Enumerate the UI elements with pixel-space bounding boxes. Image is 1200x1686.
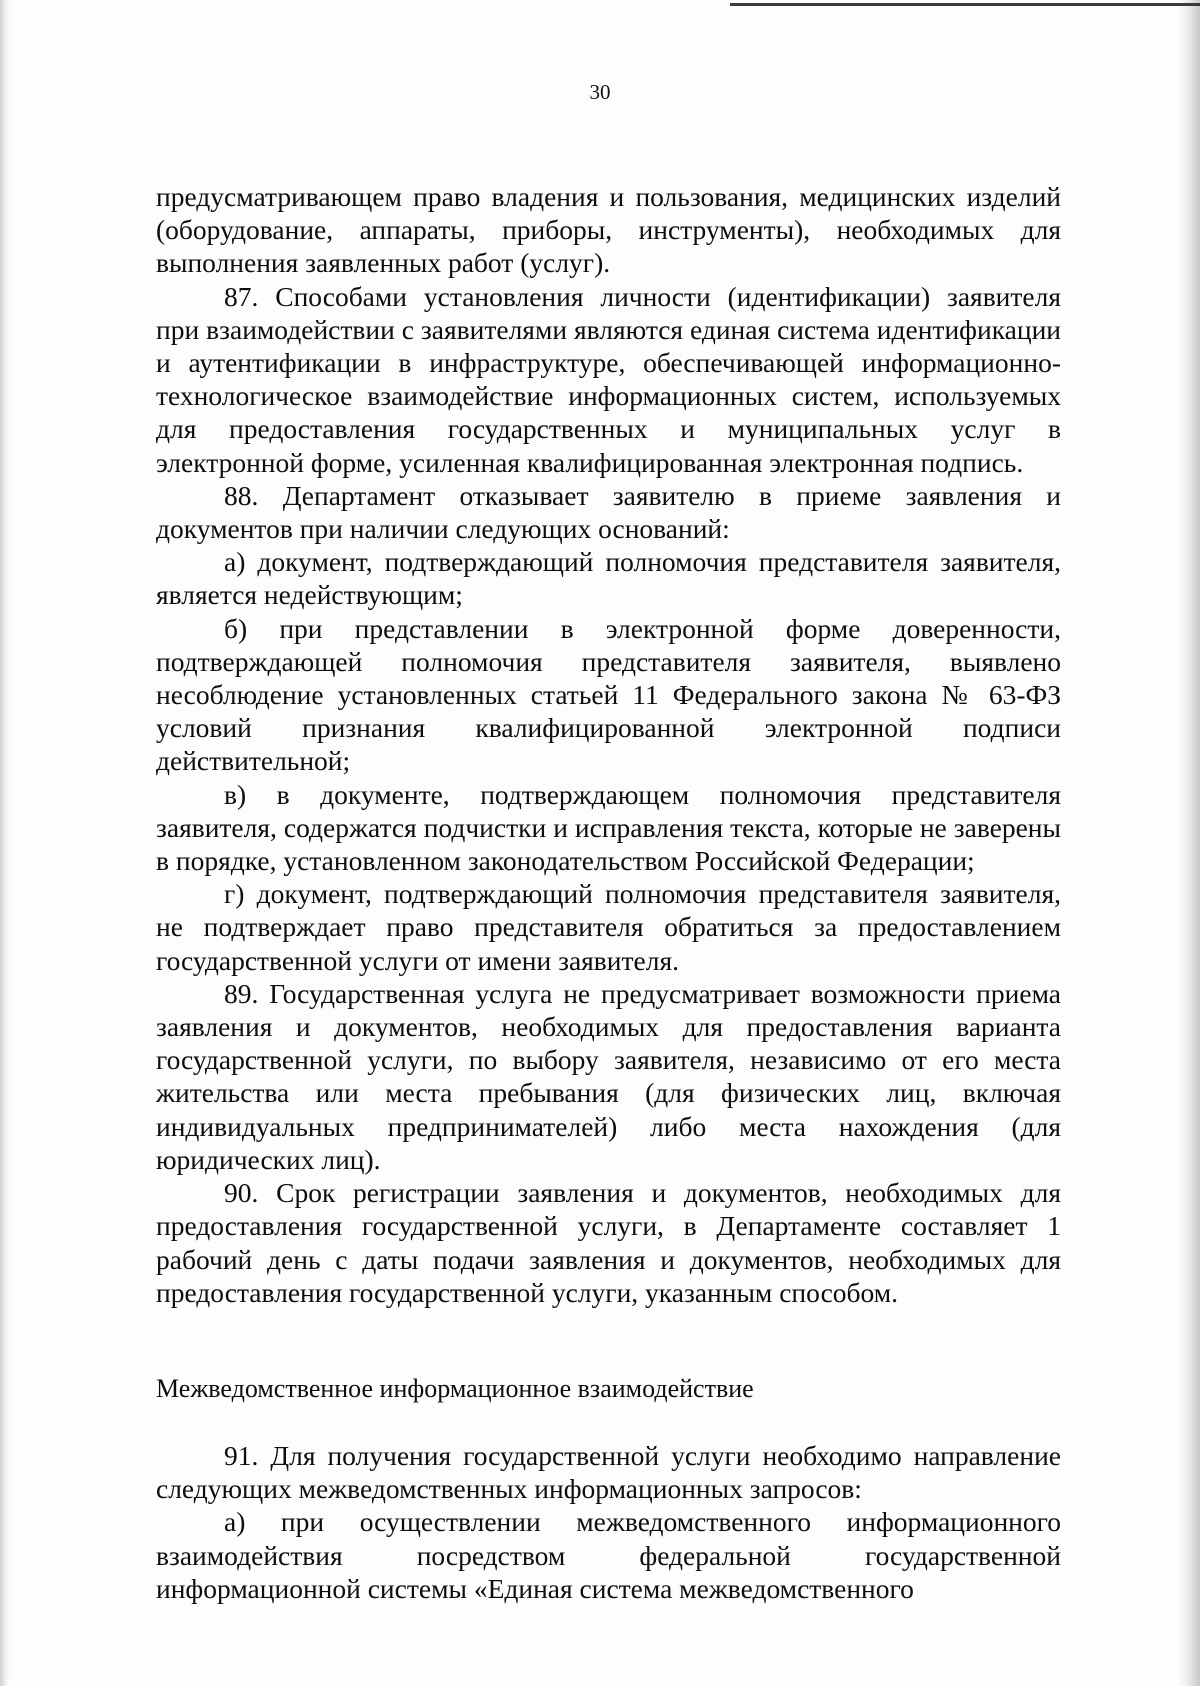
paragraph-91-a: а) при осуществлении межведомственного информационного взаимодействия посредством федеральной государственной информационной системы «Единая система межведомственного <box>156 1506 1061 1604</box>
paragraph-88-g: г) документ, подтверждающий полномочия представителя заявителя, не подтверждает право представителя обратиться за предоставлением государственной услуги от имени заявителя. <box>156 878 1061 976</box>
paragraph-88-b: б) при представлении в электронной форме доверенности, подтверждающей полномочия представителя заявителя, выявлено несоблюдение установленных статьей 11 Федерального закона № 63-ФЗ условий признания квалифицированной электронной подписи действительной; <box>156 612 1061 777</box>
scan-edge-left <box>0 0 10 1686</box>
scan-edge-top <box>730 3 1200 6</box>
scan-edge-right <box>1178 0 1200 1686</box>
paragraph-89: 89. Государственная услуга не предусматривает возможности приема заявления и документов, необходимых для предоставления варианта государственной услуги, по выбору заявителя, независимо от его места жительства или места пребывания (для физических лиц, включая индивидуальных предпринимателей) либо места нахождения (для юридических лиц). <box>156 977 1061 1175</box>
paragraph-88: 88. Департамент отказывает заявителю в приеме заявления и документов при наличии следующих оснований: <box>156 479 1061 545</box>
page-number: 30 <box>589 80 611 104</box>
paragraph-continuation: предусматривающем право владения и пользования, медицинских изделий (оборудование, аппараты, приборы, инструменты), необходимых для выполнения заявленных работ (услуг). <box>156 181 1061 279</box>
document-body <box>156 180 1061 1605</box>
section-heading: Межведомственное информационное взаимодействие <box>156 1373 754 1403</box>
paragraph-91: 91. Для получения государственной услуги необходимо направление следующих межведомственных информационных запросов: <box>156 1439 1061 1505</box>
paragraph-87: 87. Способами установления личности (идентификации) заявителя при взаимодействии с заявителями являются единая система идентификации и аутентификации в инфраструктуре, обеспечивающей информационно-технологическое взаимодействие информационных систем, используемых для предоставления государственных и муниципальных услуг в электронной форме, усиленная квалифицированная электронная подпись. <box>156 280 1061 478</box>
paragraph-88-a: а) документ, подтверждающий полномочия представителя заявителя, является недействующим; <box>156 546 1061 611</box>
paragraph-90: 90. Срок регистрации заявления и документов, необходимых для предоставления государственной услуги, в Департаменте составляет 1 рабочий день с даты подачи заявления и документов, необходимых для предоставления государственной услуги, указанным способом. <box>156 1177 1061 1308</box>
paragraph-88-v: в) в документе, подтверждающем полномочия представителя заявителя, содержатся подчистки и исправления текста, которые не заверены в порядке, установленном законодательством Российской Федерации; <box>156 778 1061 877</box>
